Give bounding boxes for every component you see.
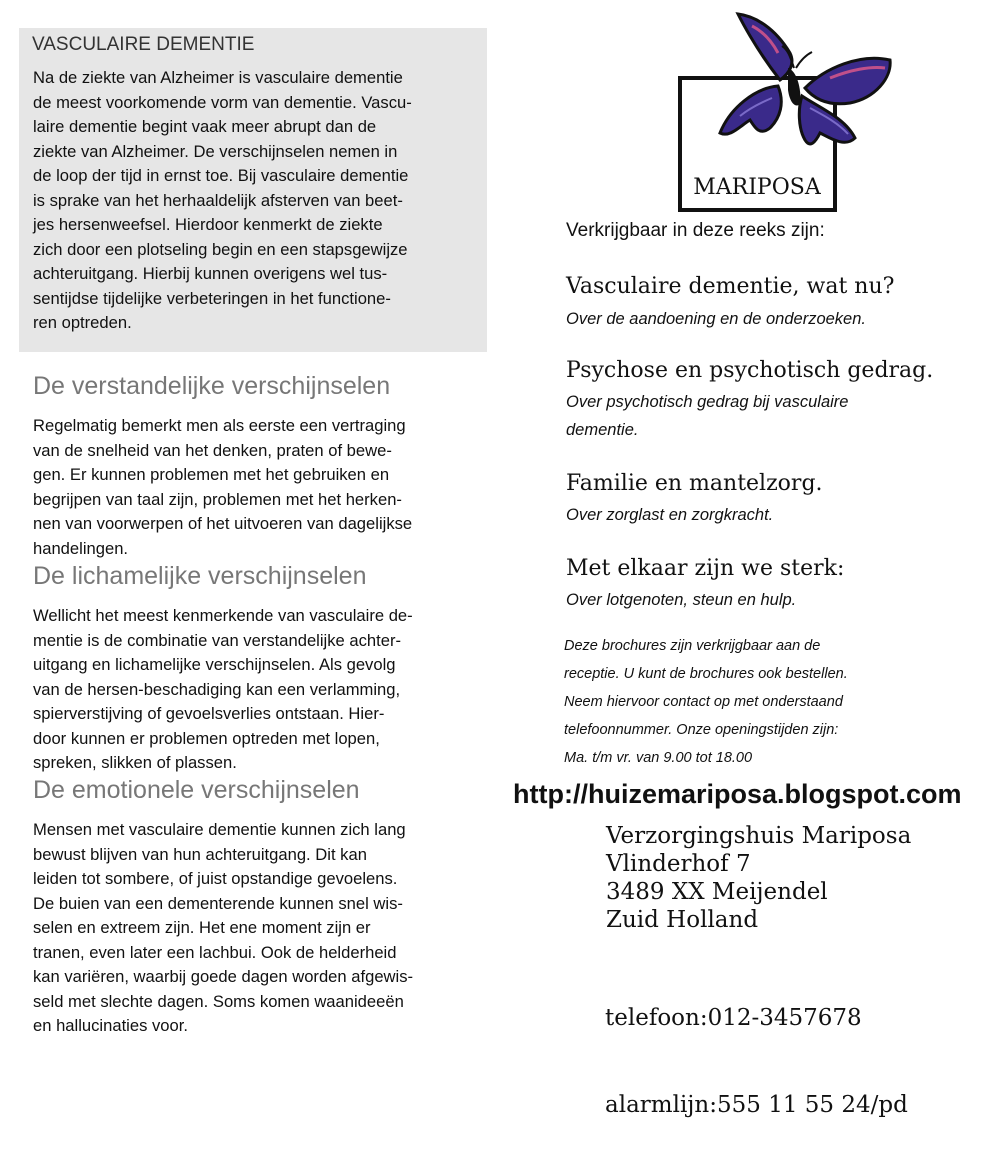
- text-line: bewust blijven van hun achteruitgang. Dit kan: [33, 844, 367, 864]
- section-title-cognitive: De verstandelijke verschijnselen: [33, 372, 391, 400]
- text-line: achteruitgang. Hierbij kunnen overigens wel tus-: [33, 264, 388, 283]
- logo-text: MARIPOSA: [693, 175, 821, 200]
- text-line: van de hersen-beschadiging kan een verlamming,: [33, 679, 401, 699]
- text-line: door kunnen er problemen optreden met lopen,: [33, 728, 380, 748]
- text-line: kan variëren, waarbij goede dagen worden afgewis-: [33, 967, 414, 986]
- address-line: Vlinderhof 7: [606, 851, 751, 877]
- text-line: ren optreden.: [33, 313, 132, 332]
- availability-note: [564, 632, 848, 772]
- text-line: en hallucinaties voor.: [33, 1016, 188, 1035]
- website-link[interactable]: http://huizemariposa.blogspot.com: [513, 779, 962, 809]
- series-intro: Verkrijgbaar in deze reeks zijn:: [566, 220, 825, 241]
- alarm-number: alarmlijn:555 11 55 24/pd: [605, 1092, 908, 1118]
- text-line: jes hersenweefsel. Hierdoor kenmerkt de ziekte: [33, 215, 383, 234]
- note-line: telefoonnummer. Onze openingstijden zijn:: [564, 722, 839, 738]
- text-line: mentie is de combinatie van verstandelijke achter-: [33, 630, 402, 650]
- text-line: laire dementie begint vaak meer abrupt dan de: [33, 117, 377, 136]
- text-line: handelingen.: [33, 538, 129, 558]
- note-line: receptie. U kunt de brochures ook bestellen.: [564, 666, 848, 682]
- brochure-title: Vasculaire dementie, wat nu?: [566, 274, 895, 299]
- brochure-subtitle: Over zorglast en zorgkracht.: [566, 506, 774, 524]
- brochure-title: Psychose en psychotisch gedrag.: [566, 358, 934, 383]
- address-line: Verzorgingshuis Mariposa: [606, 823, 912, 849]
- note-line: Deze brochures zijn verkrijgbaar aan de: [564, 638, 821, 654]
- brochure-title: Familie en mantelzorg.: [566, 471, 823, 496]
- text-line: Wellicht het meest kenmerkende van vasculaire de-: [33, 606, 413, 625]
- text-line: de loop der tijd in ernst toe. Bij vasculaire dementie: [33, 166, 409, 185]
- mariposa-logo: [660, 8, 900, 218]
- intro-paragraph: [33, 66, 479, 336]
- text-line: selen en extreem zijn. Het ene moment zijn er: [33, 918, 371, 937]
- brochure-subtitle: Over psychotisch gedrag bij vasculaire dementie.: [566, 393, 849, 439]
- section-paragraph-cognitive: [33, 414, 412, 561]
- text-line: Na de ziekte van Alzheimer is vasculaire dementie: [33, 68, 403, 87]
- box-title: VASCULAIRE DEMENTIE: [32, 34, 255, 55]
- text-line: leiden tot sombere, of juist opstandige gevoelens.: [33, 869, 398, 888]
- text-line: seld met slechte dagen. Soms komen waanideeën: [33, 991, 404, 1011]
- text-line: begrijpen van taal zijn, problemen met het herken-: [33, 489, 402, 509]
- text-line: Regelmatig bemerkt men als eerste een vertraging: [33, 416, 406, 435]
- section-paragraph-physical: [33, 604, 413, 776]
- address-line: Zuid Holland: [606, 907, 759, 933]
- text-line: spierverstijving of gevoelsverlies ontstaan. Hier-: [33, 704, 385, 723]
- address-block: [606, 822, 911, 934]
- text-line: gen. Er kunnen problemen met het gebruiken en: [33, 465, 390, 484]
- section-title-physical: De lichamelijke verschijnselen: [33, 562, 367, 590]
- text-line: nen van voorwerpen of het uitvoeren van dagelijkse: [33, 514, 413, 533]
- brochure-subtitle: Over lotgenoten, steun en hulp.: [566, 591, 797, 609]
- brochure-subtitle: Over de aandoening en de onderzoeken.: [566, 310, 866, 328]
- text-line: De buien van een dementerende kunnen snel wis-: [33, 893, 403, 913]
- text-line: Mensen met vasculaire dementie kunnen zich lang: [33, 820, 406, 839]
- text-line: uitgang en lichamelijke verschijnselen. Als gevolg: [33, 655, 396, 674]
- text-line: sentijdse tijdelijke verbeteringen in het functione-: [33, 288, 391, 308]
- text-line: ziekte van Alzheimer. De verschijnselen nemen in: [33, 141, 398, 161]
- contact-block: [605, 946, 908, 1149]
- text-line: tranen, even later een lachbui. Ook de helderheid: [33, 942, 397, 962]
- phone-number: telefoon:012-3457678: [605, 1005, 862, 1031]
- address-line: 3489 XX Meijendel: [606, 879, 828, 905]
- text-line: van de snelheid van het denken, praten of bewe-: [33, 440, 392, 460]
- section-title-emotional: De emotionele verschijnselen: [33, 776, 360, 804]
- section-paragraph-emotional: [33, 818, 413, 1039]
- note-line: Neem hiervoor contact op met onderstaand: [564, 694, 843, 710]
- text-line: de meest voorkomende vorm van dementie. Vascu-: [33, 92, 412, 112]
- brochure-title: Met elkaar zijn we sterk:: [566, 556, 845, 581]
- text-line: spreken, slikken of plassen.: [33, 753, 237, 772]
- text-line: is sprake van het herhaaldelijk afsterven van beet-: [33, 190, 403, 210]
- note-line: Ma. t/m vr. van 9.00 tot 18.00: [564, 750, 753, 766]
- text-line: zich door een plotseling begin en een stapsgewijze: [33, 239, 408, 259]
